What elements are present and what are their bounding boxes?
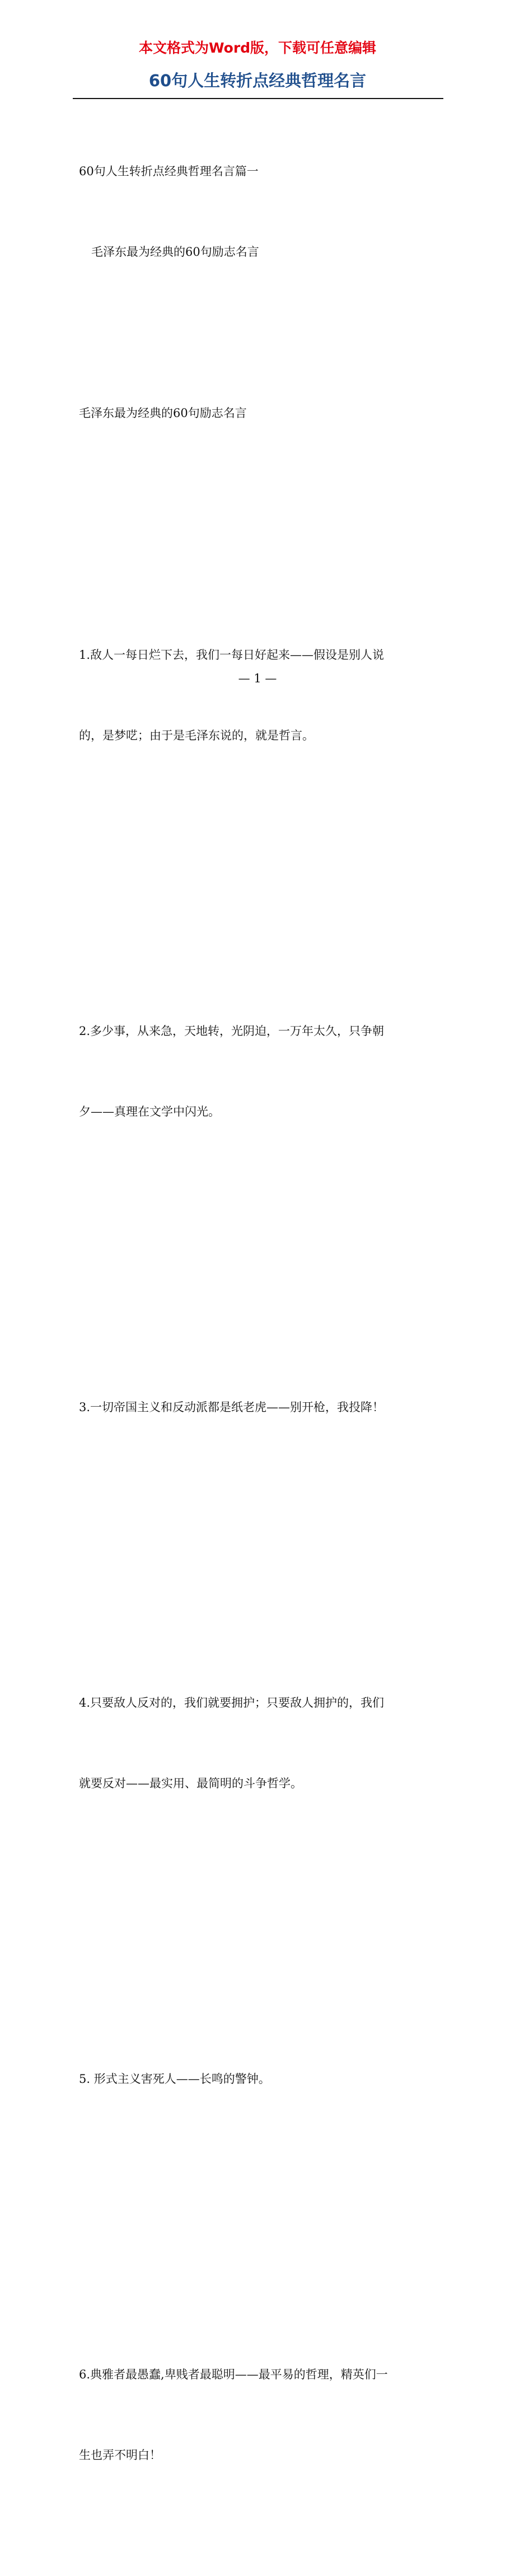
section-heading: 60句人生转折点经典哲理名言篇一: [79, 165, 259, 178]
quote-line: 4.只要敌人反对的，我们就要拥护；只要敌人拥护的，我们: [79, 1696, 385, 1709]
quote-item-6: [79, 2307, 443, 2522]
blank-line: [79, 1233, 443, 1259]
quote-line: 1.敌人一每日烂下去，我们一每日好起来——假设是别人说: [79, 648, 385, 662]
quote-line: 就要反对——最实用、最简明的斗争哲学。: [79, 1777, 302, 1790]
quote-line: 2.多少事，从来急，天地转，光阴迫，一万年太久，只争朝: [79, 1024, 385, 1038]
document-title: 60句人生转折点经典哲理名言: [148, 71, 367, 90]
blank-line: [79, 1528, 443, 1555]
quote-item-4: [79, 1636, 443, 1851]
quote-line: 夕——真理在文学中闪光。: [79, 1105, 220, 1118]
quote-item-1: [79, 588, 443, 803]
blank-line: [79, 480, 443, 507]
page-number: — 1 —: [238, 672, 277, 685]
quote-line: 的，是梦呓；由于是毛泽东说的，就是哲言。: [79, 729, 314, 742]
quote-line: 5. 形式主义害死人——长鸣的警钟。: [79, 2072, 270, 2086]
blank-line: [79, 2200, 443, 2227]
format-banner: 本文格式为Word版，下载可任意编辑: [138, 40, 377, 56]
quote-line: 6.典雅者最愚蠢,卑贱者最聪明——最平易的哲理，精英们一: [79, 2368, 388, 2381]
blank-line: [79, 856, 443, 883]
quote-item-5: [79, 2012, 443, 2146]
blank-line: [79, 1904, 443, 1931]
subheading: 毛泽东最为经典的60句励志名言: [91, 245, 259, 259]
intro-paragraph: 毛泽东最为经典的60句励志名言: [79, 406, 247, 420]
quote-item-3: [79, 1340, 443, 1474]
quote-line: 3.一切帝国主义和反动派都是纸老虎——别开枪，我投降！: [79, 1401, 385, 1414]
blank-line: [79, 319, 443, 346]
title-divider: [73, 98, 443, 99]
quote-item-2: [79, 964, 443, 1179]
quote-line: 生也弄不明白！: [79, 2448, 161, 2462]
document-body: [79, 104, 443, 2576]
